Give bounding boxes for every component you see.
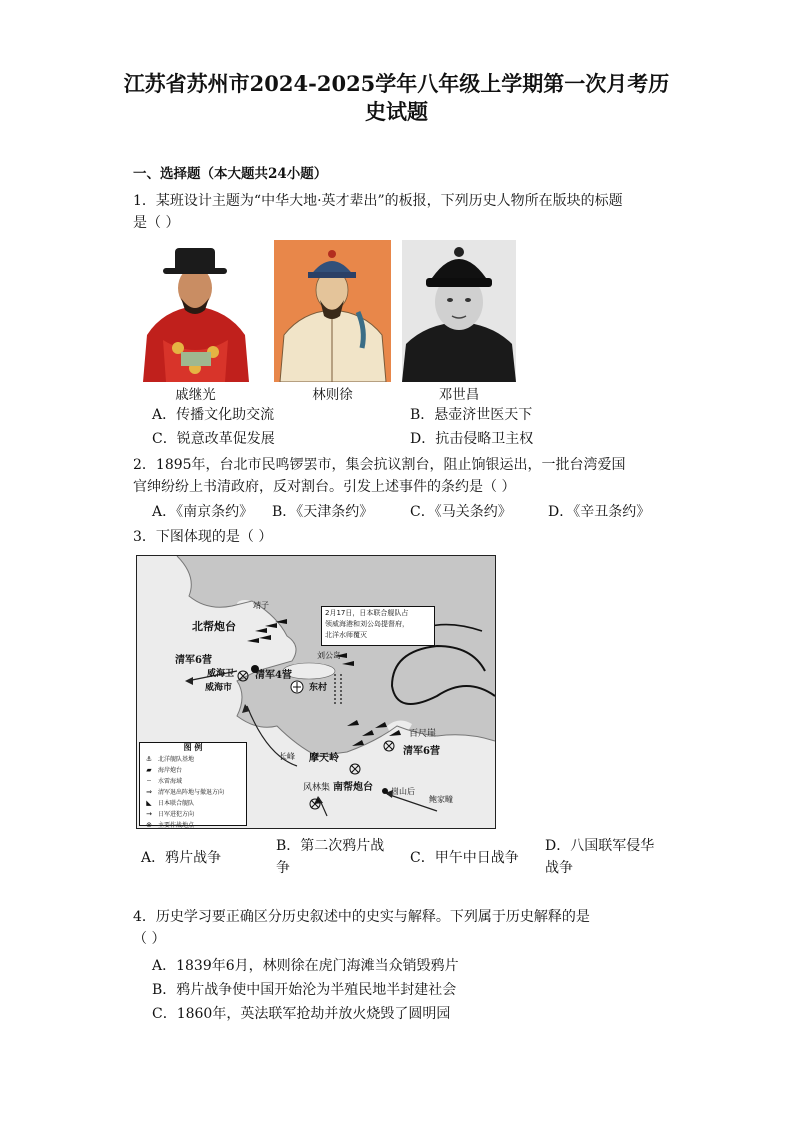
legend-mines-label: 水雷海域 [158, 778, 183, 785]
anchor-icon: ⚓ [145, 754, 153, 763]
map-note-line-2: 领威海港和刘公岛提督府， [325, 620, 409, 628]
label-dongcun: 东村 [309, 683, 328, 693]
question-4 [133, 906, 693, 950]
label-qingjun6-left: 清军6营 [175, 655, 212, 666]
label-weihaishi: 威海市 [205, 683, 233, 693]
q3-option-a[interactable]: A．鸦片战争 [141, 850, 222, 866]
label-liugong-island: 刘公岛 [317, 651, 341, 660]
q1-option-b[interactable]: B．悬壶济世医天下 [410, 407, 533, 423]
q1-option-c[interactable]: C．锐意改革促发展 [152, 431, 275, 447]
q3-option-d-line-1: D．八国联军侵华 [545, 838, 655, 854]
question-1-line-1: 1．某班设计主题为“中华大地·英才辈出”的板报，下列历史人物所在版块的标题 [133, 193, 623, 209]
portrait-deng-shichang [402, 240, 516, 382]
map-legend [139, 742, 247, 829]
label-gangshanhou: 崮山后 [391, 787, 415, 796]
label-beibang-fort: 北帮炮台 [192, 620, 236, 633]
legend-title: 图 例 [183, 743, 203, 752]
portrait-qi-jiguang [133, 240, 258, 382]
mine-field-icon: ┈ [146, 776, 152, 785]
portrait-qi-jiguang-image [133, 240, 258, 382]
portrait-deng-shichang-image [402, 240, 516, 382]
q4-option-b[interactable]: B．鸦片战争使中国开始沦为半殖民地半封建社会 [152, 982, 457, 998]
label-qingjun4: 清军4营 [255, 670, 292, 681]
legend-fort-label: 海岸炮台 [158, 767, 183, 774]
portrait-lin-zexu [274, 240, 391, 382]
q3-option-b-line-1: B．第二次鸦片战 [276, 838, 385, 854]
q3-option-b[interactable] [276, 835, 396, 879]
caption-lin-zexu: 林则徐 [312, 387, 353, 403]
retreat-arrow-icon: ⇒ [146, 787, 152, 796]
battle-site-icon: ⊗ [146, 820, 152, 829]
map-note-line-1: 2月17日，日本联合舰队占 [325, 609, 409, 617]
legend-row-mines [140, 775, 246, 786]
section-header: 一、选择题（本大题共24小题） [133, 166, 328, 182]
label-nanbang-fort: 南帮炮台 [333, 782, 373, 793]
legend-row-base [140, 753, 246, 764]
legend-battle-label: 主要作战地点 [158, 822, 195, 829]
legend-row-battle [140, 819, 246, 829]
q2-option-b[interactable]: B．《天津条约》 [272, 504, 374, 520]
legend-row-fleet [140, 797, 246, 808]
legend-invade-label: 日军进犯方向 [158, 811, 195, 818]
q3-option-d[interactable] [545, 835, 675, 879]
invade-arrow-icon: → [146, 809, 152, 818]
label-baojiatuan: 鲍家疃 [429, 795, 453, 804]
question-4-line-2: （ ） [133, 931, 166, 947]
q1-option-a[interactable]: A．传播文化助交流 [152, 407, 275, 423]
title-line-2: 史试题 [365, 99, 428, 124]
q2-option-c[interactable]: C．《马关条约》 [410, 504, 512, 520]
q2-option-d[interactable]: D．《辛丑条约》 [548, 504, 651, 520]
question-4-line-1: 4．历史学习要正确区分历史叙述中的史实与解释。下列属于历史解释的是 [133, 909, 590, 925]
q1-option-d[interactable]: D．抗击侵略卫主权 [410, 431, 534, 447]
question-2 [133, 454, 693, 498]
q3-option-d-line-2: 战争 [545, 860, 573, 876]
label-changfeng: 长峰 [279, 752, 295, 761]
question-2-line-1: 2．1895年，台北市民鸣锣罢市，集会抗议割台，阻止饷银运出，一批台湾爱国 [133, 457, 626, 473]
exam-title [100, 70, 693, 126]
fort-icon: ▰ [146, 765, 152, 774]
caption-qi-jiguang: 戚继光 [175, 387, 216, 403]
question-2-line-2: 官绅纷纷上书清政府，反对割台。引发上述事件的条约是（ ） [133, 479, 516, 495]
battle-map [136, 555, 496, 829]
legend-row-retreat [140, 786, 246, 797]
legend-base-label: 北洋舰队基地 [158, 756, 195, 763]
question-1 [133, 190, 693, 234]
q4-option-c[interactable]: C．1860年，英法联军抢劫并放火烧毁了圆明园 [152, 1006, 451, 1022]
label-qingjun6-right: 清军6营 [403, 746, 440, 757]
question-3: 3．下图体现的是（ ） [133, 529, 273, 545]
title-line-1: 江苏省苏州市2024-2025学年八年级上学期第一次月考历 [123, 71, 670, 96]
label-baichiya: 百尺崖 [409, 729, 437, 739]
question-1-line-2: 是（ ） [133, 215, 180, 231]
caption-deng-shichang: 邓世昌 [438, 387, 480, 403]
label-motianling: 摩天岭 [309, 753, 339, 764]
legend-row-fort [140, 764, 246, 775]
map-note-line-3: 北洋水师覆灭 [325, 631, 367, 639]
q2-option-a[interactable]: A．《南京条约》 [152, 504, 254, 520]
legend-retreat-label: 清军退出阵地与撤退方向 [158, 789, 225, 796]
legend-fleet-label: 日本联合舰队 [158, 800, 195, 807]
q4-option-a[interactable]: A．1839年6月，林则徐在虎门海滩当众销毁鸦片 [152, 958, 459, 974]
label-fenglinji: 风林集 [303, 783, 331, 793]
label-jingzi: 靖子 [253, 601, 269, 610]
label-weihaiwei: 威海卫 [207, 669, 235, 679]
fleet-icon: ◣ [146, 798, 152, 807]
legend-row-invade [140, 808, 246, 819]
portrait-lin-zexu-image [274, 240, 391, 382]
q3-option-c[interactable]: C．甲午中日战争 [410, 850, 519, 866]
map-note-box [321, 606, 435, 646]
q3-option-b-line-2: 争 [276, 860, 290, 876]
